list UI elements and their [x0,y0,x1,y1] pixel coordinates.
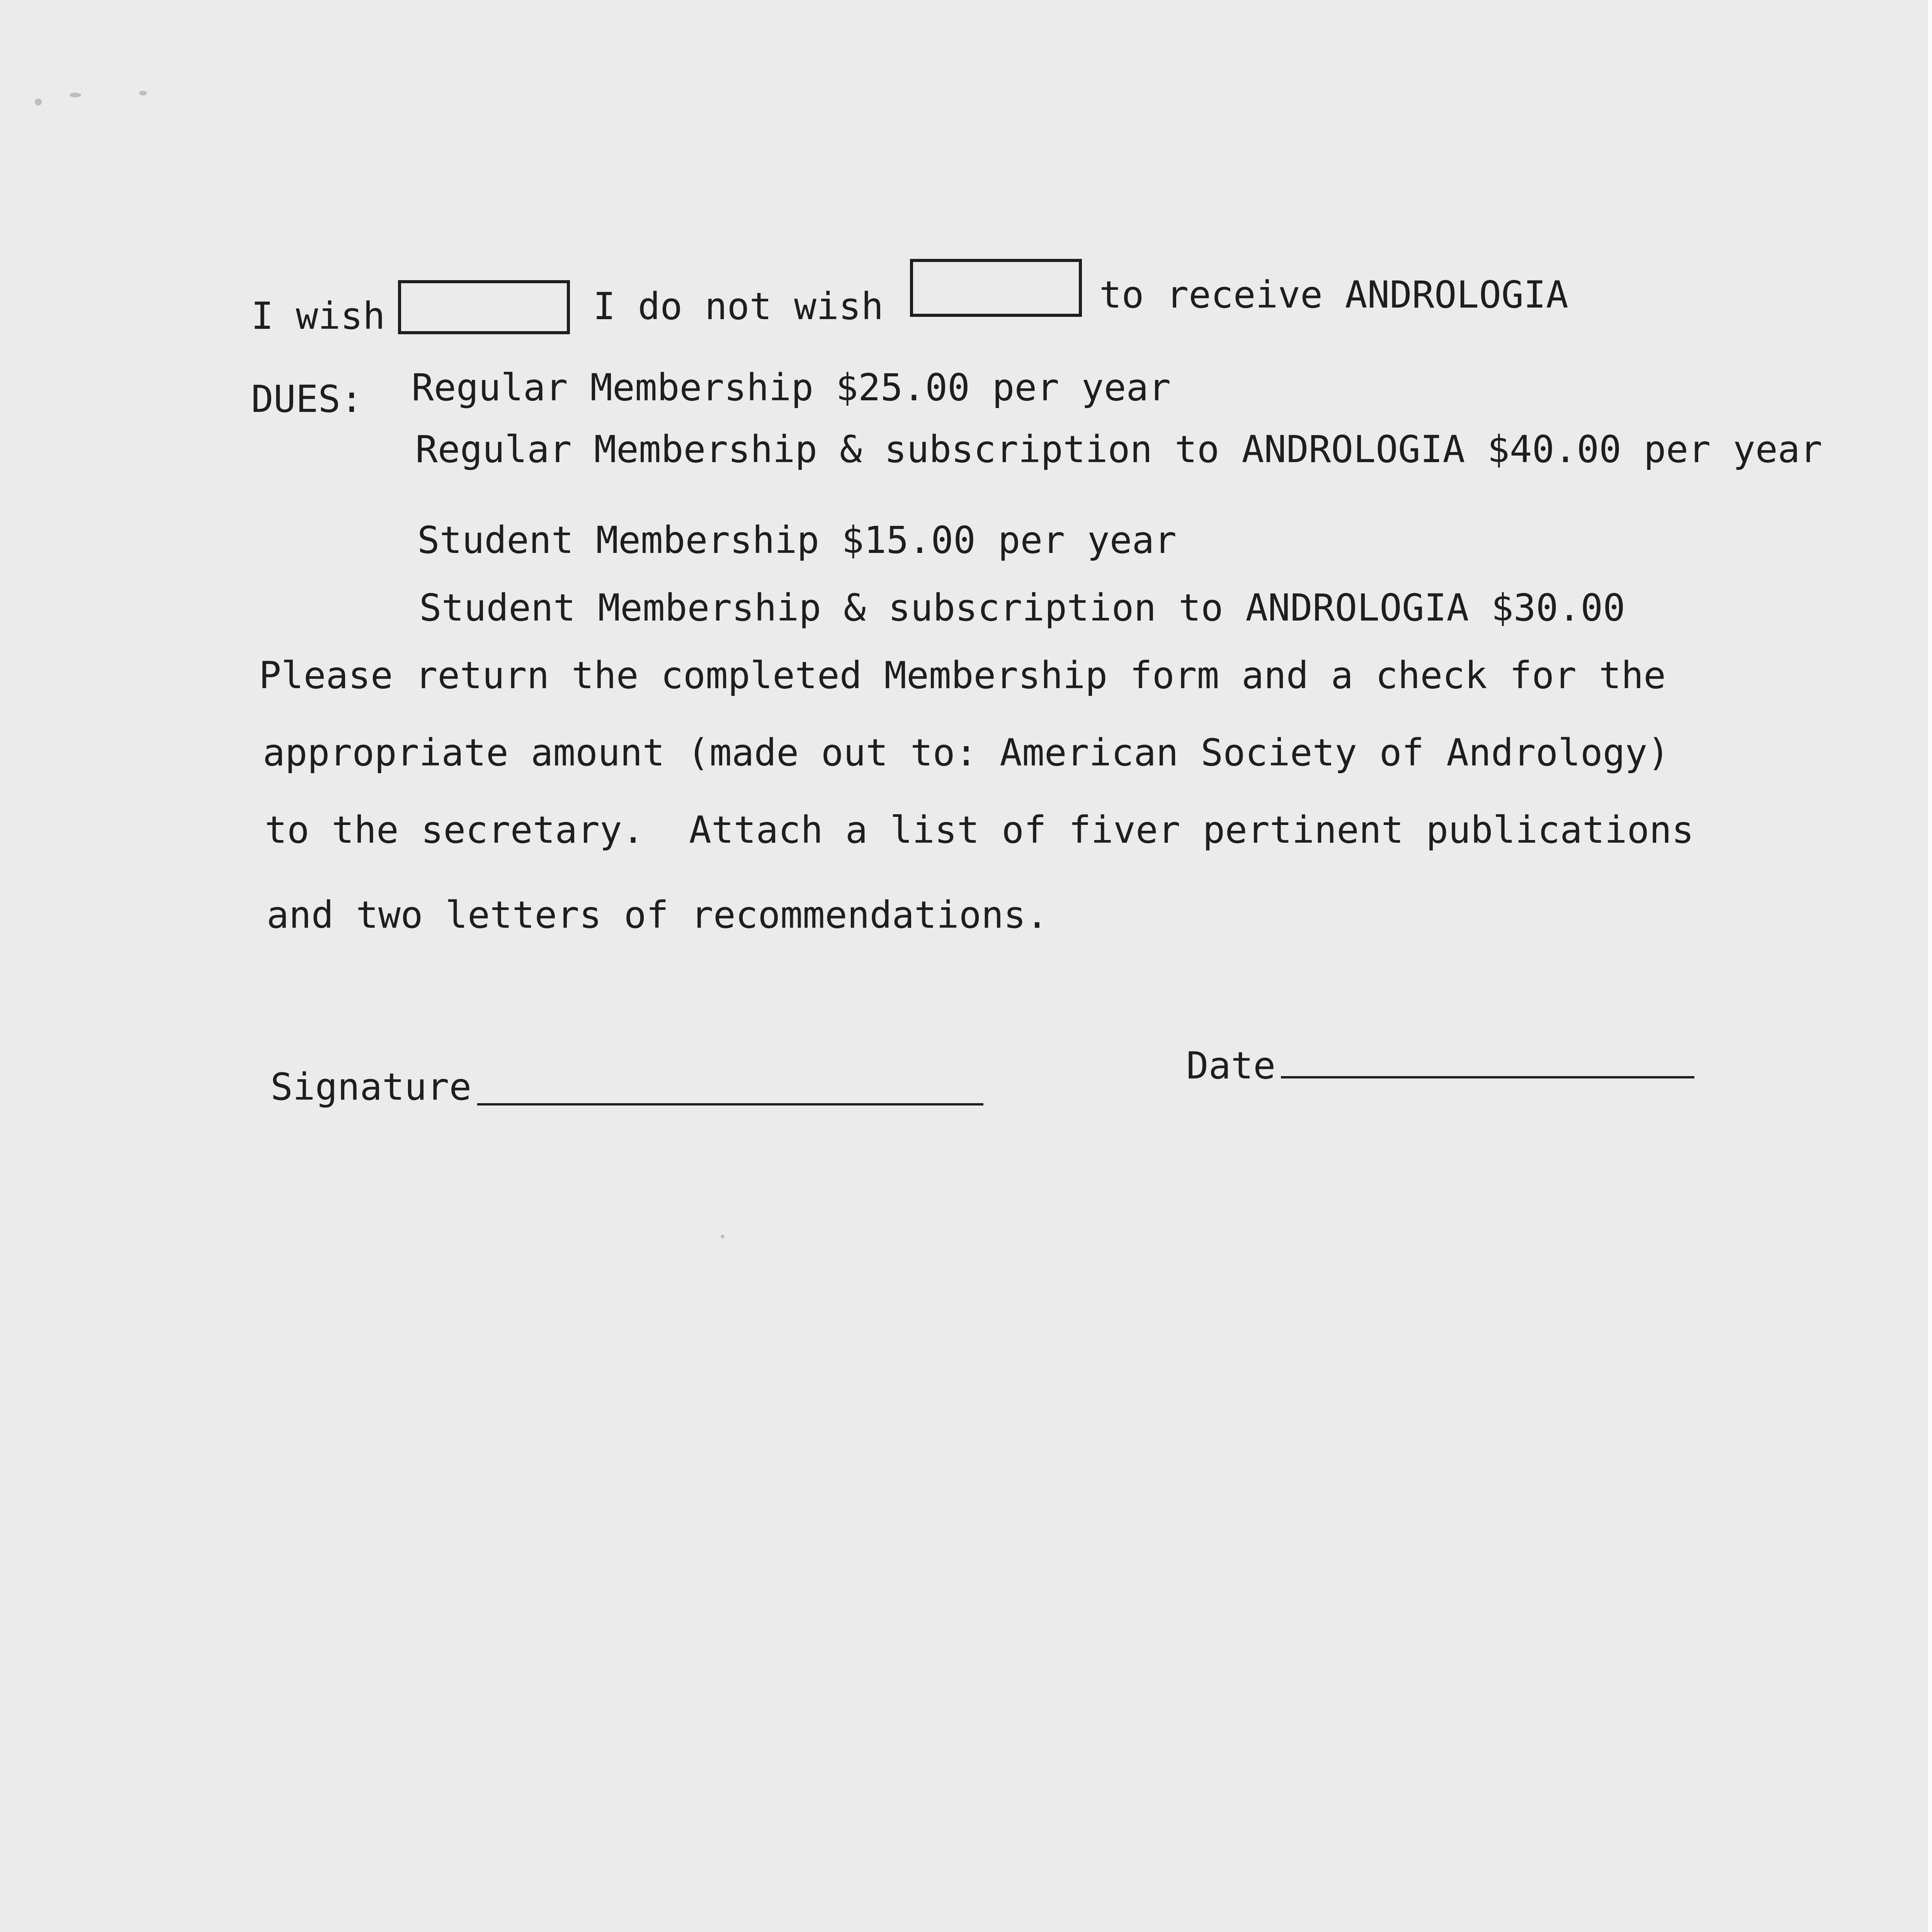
i-do-not-wish-checkbox[interactable] [910,259,1082,317]
scan-speck [721,1235,724,1238]
instructions-line-2: appropriate amount (made out to: American Society of Andrology) [263,731,1670,774]
scan-speck [70,93,81,97]
dues-item-regular-subscription: Regular Membership & subscription to ANDROLOGIA $40.00 per year [415,428,1823,471]
page-edge [1928,0,1932,1932]
i-do-not-wish-label: I do not wish [593,285,884,328]
dues-item-regular: Regular Membership $25.00 per year [412,366,1171,409]
dues-item-student: Student Membership $15.00 per year [417,519,1177,562]
dues-label: DUES: [251,378,363,421]
instructions-line-4: and two letters of recommendations. [267,893,1048,937]
dues-item-student-subscription: Student Membership & subscription to ANDROLOGIA $30.00 [419,586,1626,629]
i-wish-checkbox[interactable] [398,280,570,334]
instructions-line-1: Please return the completed Membership form and a check for the [259,654,1666,697]
date-label: Date [1186,1044,1276,1087]
signature-label: Signature [270,1065,472,1109]
scan-speck [35,99,42,105]
instructions-line-3: to the secretary. Attach a list of fiver pertinent publications [265,808,1694,852]
signature-line[interactable] [477,1103,983,1105]
i-wish-label: I wish [251,294,385,338]
scan-speck [139,91,147,95]
to-receive-andrologia-text: to receive ANDROLOGIA [1099,273,1568,316]
date-line[interactable] [1281,1076,1694,1078]
